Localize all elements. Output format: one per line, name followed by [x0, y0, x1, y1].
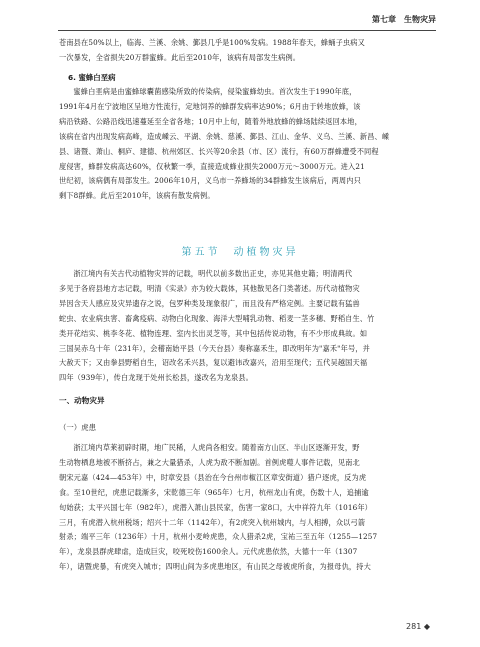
text-line: 剩下8群蜂。此后至2010年，该病有散发病例。 — [59, 191, 215, 201]
text-line: 类开花结实、桃李冬花、植物连理、室内长出灵芝等，其中包括传说动物，有不少形成典故。如 — [59, 328, 368, 338]
paragraph-intro — [59, 267, 437, 386]
text-line: 县、诸暨、萧山、桐庐、建德、杭州郊区、长兴等20余县（市、区）流行，有60万群蜂遭受不同程 — [59, 146, 379, 156]
text-line: 射杀；端平三年（1236年）十月，杭州小麦岭虎患，众人猎杀2虎，宝祐三至五年（1255—1257 — [59, 532, 378, 542]
text-line: 世纪初，该病偶有局部发生。2006年10月，义乌市一养蜂场的34群蜂发生该病后，两周内只 — [59, 176, 361, 186]
text-line: 食。至10世纪，虎患记载渐多，宋乾德三年（965年）七月，杭州龙山有虎，伤数十人，追捕逾 — [59, 487, 369, 497]
text-line: 异因含天人感应及灾异遗存之说，包罗种类及现象很广，而且没有严格定例。主要记载有猛兽 — [59, 298, 360, 308]
running-header: 第七章 生物灾异 — [372, 15, 436, 24]
paragraph-continued — [59, 36, 437, 66]
text-line: 该病在省内出现发病高峰，造成嵊云、平湖、余姚、慈溪、鄞县、江山、金华、义乌、兰溪、新昌、嵊 — [59, 131, 390, 141]
text-line: 蛇虫、农业病虫害、畜禽疫病、动物白化现象、海洋大型哺乳动物、稻麦一茎多穗、野稻自生、竹 — [59, 313, 375, 323]
text-line: 旬始获；太平兴国七年（982年），虎潜入萧山县民家，伤害一家8口，大中祥符九年（1016年） — [59, 502, 373, 512]
header-rule — [58, 30, 436, 31]
paragraph-chalkbrood — [59, 85, 437, 204]
heading-animal-disasters: 一、动物灾异 — [59, 396, 105, 405]
text-line: 一次暴发，全省损失20万群蜜蜂。此后至2010年，该病有局部发生病例。 — [59, 52, 301, 62]
subsection-heading: 6. 蜜蜂白垩病 — [68, 73, 116, 82]
heading-tiger: （一）虎患 — [59, 423, 96, 432]
text-line: 朝宋元嘉（424—453年）中，时章安县（县治在今台州市椒江区章安街道）猎户逐虎，反为虎 — [59, 472, 367, 482]
section-title: 第五节 动植物灾异 — [181, 247, 299, 258]
text-line: 1991年4月在宁波地区呈地方性流行，定地饲养的蜂群发病率达90%；6月由于转地放蜂，该 — [59, 101, 361, 111]
page-number: 281 ◆ — [406, 622, 430, 631]
text-line: 年），龙泉县群虎肆虐，造成巨灾，咬死咬伤1600余人。元代虎患依然，大德十一年（1307 — [59, 547, 358, 557]
text-line: 年），诸暨虎暴，有虎突入城市；四明山间为多虎患地区，有山民之母被虎所食，为报母仇，持大 — [59, 562, 371, 572]
text-line: 多见于各府县地方志记载，明清《实录》亦为较大载体，其他散见各门类著述。历代动植物灾 — [59, 283, 360, 293]
text-line: 浙江境内有关古代动植物灾异的记载，明代以前多数出正史，亦见其他史籍；明清两代 — [73, 269, 353, 278]
text-line: 苍南县在50%以上，临海、兰溪、余姚、鄞县几乎是100%发病。1988年春天，蜂蛹子虫病又 — [59, 38, 365, 47]
text-line: 蜜蜂白垩病是由蜜蜂球囊菌感染所致的传染病，侵染蜜蜂幼虫。首次发生于1990年底， — [73, 87, 357, 96]
text-line: 生动物栖息地被不断挤占，兼之大量猎杀，人虎为敌不断加剧。首例虎噬人事件记载，见南北 — [59, 457, 360, 467]
text-line: 度侵害，蜂群发病高达60%，仅秋繁一季，直接造成蜂业损失2000万元～3000万元。进入21 — [59, 161, 365, 171]
text-line: 浙江境内草莱初辟时期，地广民稀，人虎尚各相安。随着南方山区、半山区逐渐开发，野 — [73, 443, 360, 452]
paragraph-tiger — [59, 441, 437, 575]
text-line: 四年（939年），传白龙现于处州长松县，遂改名为龙泉县。 — [59, 373, 254, 383]
text-line: 三国吴赤乌十年（231年），会稽南始平县（今天台县）奏称嘉禾生，即改明年为"嘉禾"年号，并 — [59, 343, 370, 353]
text-line: 病沿铁路、公路沿线迅速蔓延至全省各地；10月中上旬，随着外地放蜂的蜂场陆续返回本地， — [59, 116, 362, 126]
text-line: 大赦天下；又由拳县野稻自生，诏改名禾兴县，复以避讳改嘉兴，沿用至现代；五代吴越国天福 — [59, 358, 368, 368]
text-line: 三月，有虎潜入杭州税场；绍兴十二年（1142年），有2虎突入杭州城内，与人相搏，众以弓箭 — [59, 517, 366, 527]
